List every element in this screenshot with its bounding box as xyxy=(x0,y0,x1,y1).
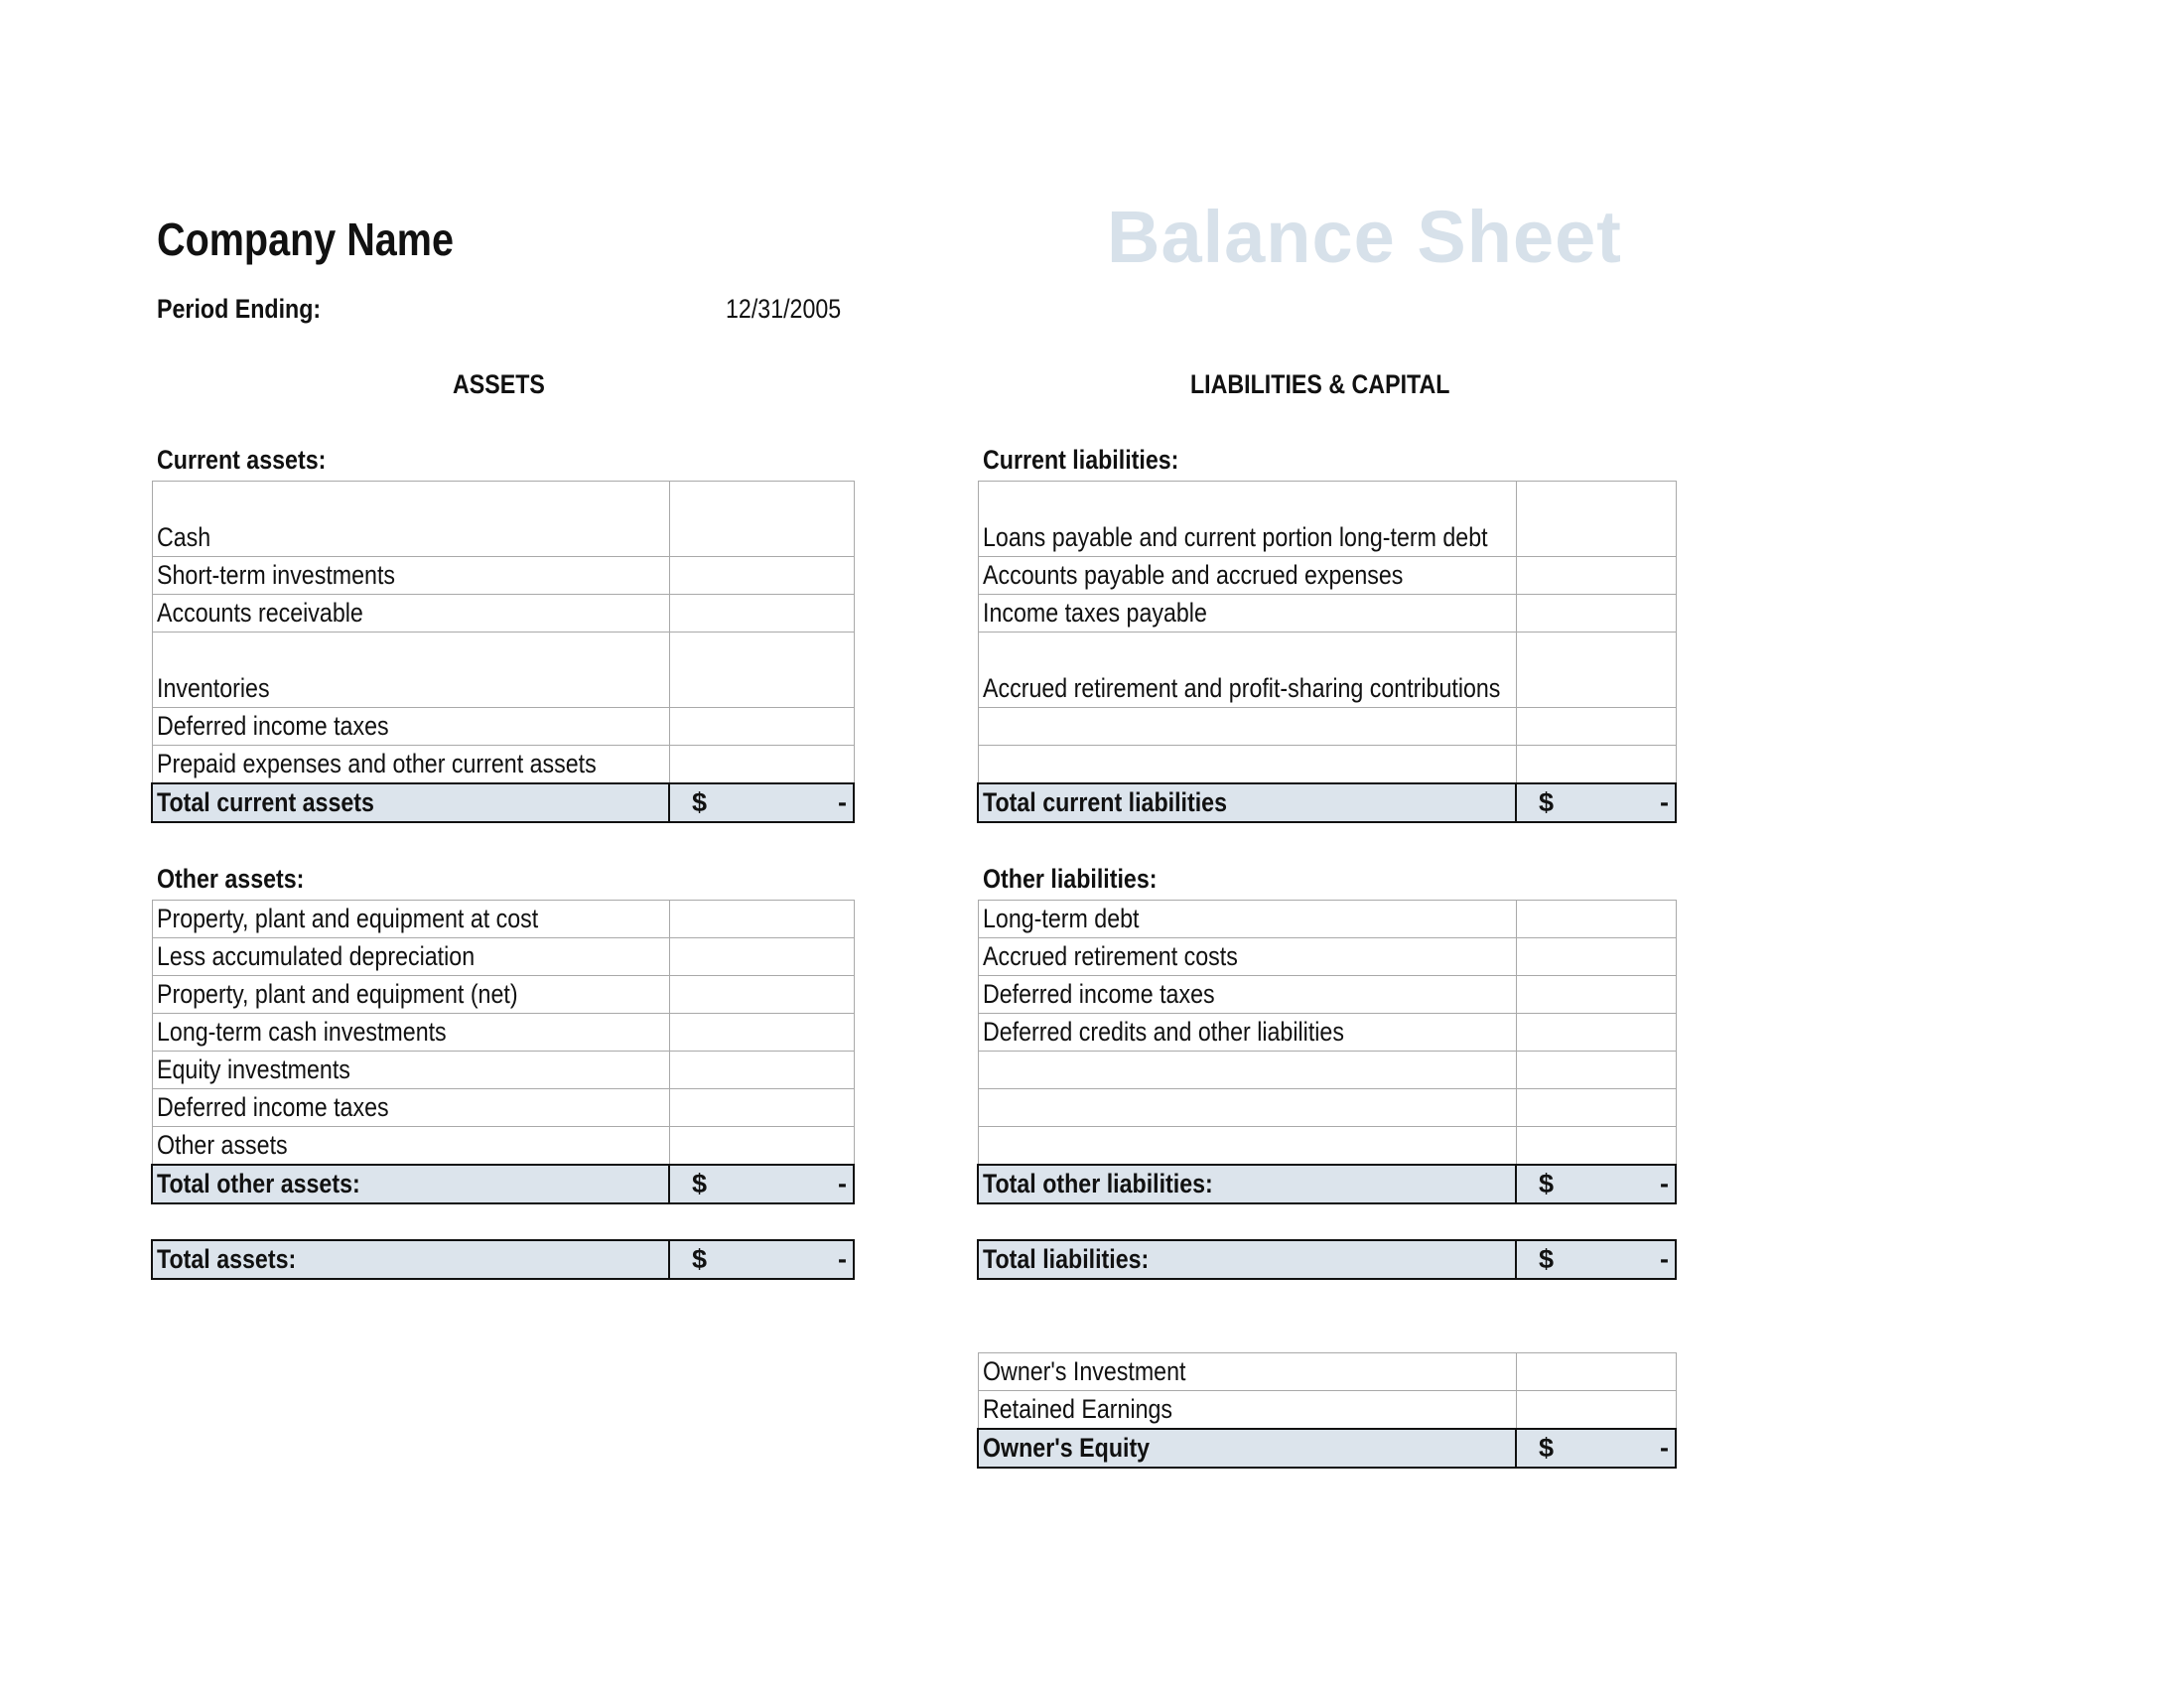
other-assets-label: Other assets: xyxy=(157,864,305,894)
amount-cell[interactable] xyxy=(1516,901,1676,938)
period-value[interactable]: 12/31/2005 xyxy=(726,294,842,324)
company-name: Company Name xyxy=(157,213,454,265)
other-assets-table xyxy=(151,900,855,1204)
total-assets-value: $ - xyxy=(669,1240,854,1279)
current-liabilities-label: Current liabilities: xyxy=(983,445,1179,475)
other-liabilities-label: Other liabilities: xyxy=(983,864,1158,894)
row-label: Loans payable and current portion long-term debt xyxy=(978,482,1516,557)
row-label: Deferred income taxes xyxy=(152,1089,669,1127)
table-row xyxy=(152,708,854,746)
table-row xyxy=(978,595,1676,633)
total-assets-label: Total assets: xyxy=(152,1240,669,1279)
document-title: Balance Sheet xyxy=(1107,196,1622,278)
total-liabilities-label: Total liabilities: xyxy=(978,1240,1516,1279)
amount-cell[interactable] xyxy=(669,901,854,938)
row-label[interactable] xyxy=(978,746,1516,784)
amount-cell[interactable] xyxy=(669,633,854,708)
table-row xyxy=(978,901,1676,938)
row-label: Accounts receivable xyxy=(152,595,669,633)
owners-equity-value: $ - xyxy=(1516,1429,1676,1468)
total-current-assets-label: Total current assets xyxy=(152,783,669,822)
amount-cell[interactable] xyxy=(1516,1127,1676,1166)
total-current-assets-value: $ - xyxy=(669,783,854,822)
amount-cell[interactable] xyxy=(669,557,854,595)
total-row xyxy=(152,783,854,822)
table-row xyxy=(978,1391,1676,1430)
row-label[interactable] xyxy=(978,1052,1516,1089)
table-row xyxy=(978,1089,1676,1127)
row-label: Less accumulated depreciation xyxy=(152,938,669,976)
row-label: Accrued retirement costs xyxy=(978,938,1516,976)
row-label[interactable] xyxy=(978,708,1516,746)
total-other-liabilities-value: $ - xyxy=(1516,1165,1676,1203)
table-row xyxy=(152,557,854,595)
row-label: Accounts payable and accrued expenses xyxy=(978,557,1516,595)
row-label: Short-term investments xyxy=(152,557,669,595)
amount-cell[interactable] xyxy=(1516,482,1676,557)
table-row xyxy=(152,1089,854,1127)
amount-cell[interactable] xyxy=(669,1014,854,1052)
amount-cell[interactable] xyxy=(669,976,854,1014)
liabilities-heading: LIABILITIES & CAPITAL xyxy=(1190,369,1450,399)
table-row xyxy=(152,901,854,938)
current-assets-label: Current assets: xyxy=(157,445,327,475)
row-label: Deferred income taxes xyxy=(978,976,1516,1014)
table-row xyxy=(978,1052,1676,1089)
amount-cell[interactable] xyxy=(669,1127,854,1166)
table-row xyxy=(978,708,1676,746)
amount-cell[interactable] xyxy=(1516,938,1676,976)
total-row xyxy=(152,1165,854,1203)
period-label: Period Ending: xyxy=(157,294,322,324)
total-other-assets-value: $ - xyxy=(669,1165,854,1203)
table-row xyxy=(978,557,1676,595)
row-label: Owner's Investment xyxy=(978,1353,1516,1391)
amount-cell[interactable] xyxy=(1516,708,1676,746)
amount-cell[interactable] xyxy=(1516,1052,1676,1089)
table-row xyxy=(152,1127,854,1166)
row-label: Prepaid expenses and other current assets xyxy=(152,746,669,784)
amount-cell[interactable] xyxy=(1516,557,1676,595)
amount-cell[interactable] xyxy=(669,708,854,746)
row-label: Deferred credits and other liabilities xyxy=(978,1014,1516,1052)
table-row xyxy=(152,1014,854,1052)
row-label: Inventories xyxy=(152,633,669,708)
total-current-liabilities-label: Total current liabilities xyxy=(978,783,1516,822)
row-label: Retained Earnings xyxy=(978,1391,1516,1430)
table-row xyxy=(152,595,854,633)
row-label: Equity investments xyxy=(152,1052,669,1089)
amount-cell[interactable] xyxy=(1516,1391,1676,1430)
total-liabilities-value: $ - xyxy=(1516,1240,1676,1279)
total-liabilities-table xyxy=(977,1239,1677,1280)
table-row xyxy=(152,633,854,708)
amount-cell[interactable] xyxy=(669,482,854,557)
table-row xyxy=(978,1353,1676,1391)
amount-cell[interactable] xyxy=(1516,746,1676,784)
table-row xyxy=(978,633,1676,708)
row-label: Long-term cash investments xyxy=(152,1014,669,1052)
amount-cell[interactable] xyxy=(669,595,854,633)
total-row xyxy=(978,783,1676,822)
total-current-liabilities-value: $ - xyxy=(1516,783,1676,822)
total-other-assets-label: Total other assets: xyxy=(152,1165,669,1203)
total-row xyxy=(152,1240,854,1279)
total-assets-table xyxy=(151,1239,855,1280)
row-label: Accrued retirement and profit-sharing contributions xyxy=(978,633,1516,708)
table-row xyxy=(152,1052,854,1089)
other-liabilities-table xyxy=(977,900,1677,1204)
table-row xyxy=(978,976,1676,1014)
amount-cell[interactable] xyxy=(669,1089,854,1127)
amount-cell[interactable] xyxy=(1516,1089,1676,1127)
amount-cell[interactable] xyxy=(1516,1353,1676,1391)
amount-cell[interactable] xyxy=(669,938,854,976)
table-row xyxy=(152,938,854,976)
row-label: Deferred income taxes xyxy=(152,708,669,746)
table-row xyxy=(978,482,1676,557)
row-label: Cash xyxy=(152,482,669,557)
table-row xyxy=(978,1127,1676,1166)
table-row xyxy=(978,746,1676,784)
total-row xyxy=(978,1240,1676,1279)
row-label[interactable] xyxy=(978,1127,1516,1166)
current-liabilities-table xyxy=(977,481,1677,823)
amount-cell[interactable] xyxy=(669,746,854,784)
current-assets-table xyxy=(151,481,855,823)
amount-cell[interactable] xyxy=(1516,976,1676,1014)
row-label[interactable] xyxy=(978,1089,1516,1127)
table-row xyxy=(978,938,1676,976)
table-row xyxy=(152,976,854,1014)
assets-heading: ASSETS xyxy=(453,369,545,399)
row-label: Income taxes payable xyxy=(978,595,1516,633)
total-other-liabilities-label: Total other liabilities: xyxy=(978,1165,1516,1203)
table-row xyxy=(152,482,854,557)
row-label: Long-term debt xyxy=(978,901,1516,938)
amount-cell[interactable] xyxy=(669,1052,854,1089)
amount-cell[interactable] xyxy=(1516,595,1676,633)
owners-equity-table xyxy=(977,1352,1677,1469)
total-row xyxy=(978,1165,1676,1203)
amount-cell[interactable] xyxy=(1516,633,1676,708)
row-label: Other assets xyxy=(152,1127,669,1166)
owners-equity-label: Owner's Equity xyxy=(978,1429,1516,1468)
row-label: Property, plant and equipment (net) xyxy=(152,976,669,1014)
total-row xyxy=(978,1429,1676,1468)
row-label: Property, plant and equipment at cost xyxy=(152,901,669,938)
table-row xyxy=(978,1014,1676,1052)
amount-cell[interactable] xyxy=(1516,1014,1676,1052)
table-row xyxy=(152,746,854,784)
